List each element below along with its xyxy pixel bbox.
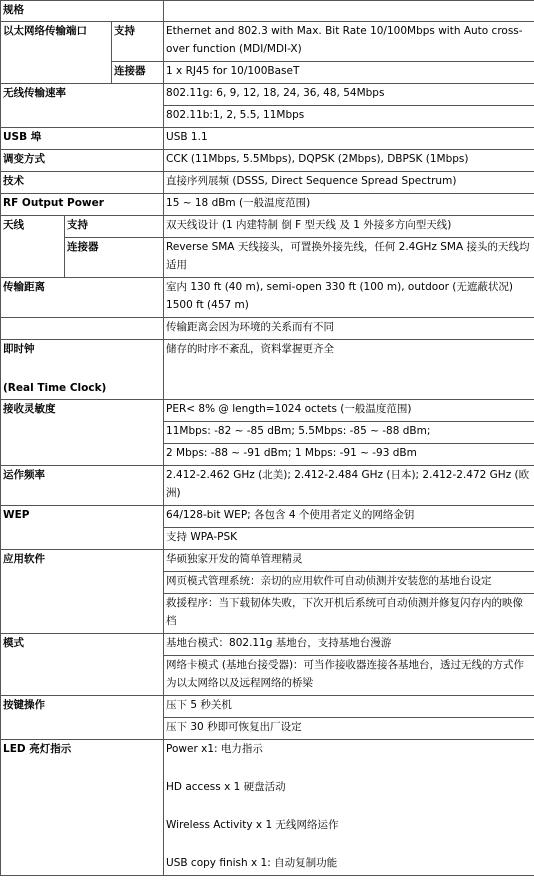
rtc-sublabel: (Real Time Clock): [3, 382, 107, 394]
buttons-row-1: [1, 696, 534, 718]
sensitivity-value-1: PER< 8% @ length=1024 octets (一般温度范围): [164, 400, 534, 422]
ethernet-support-row: [1, 22, 534, 62]
led-value-1: Power x1: 电力指示: [166, 743, 263, 755]
antenna-connector-row: [1, 238, 534, 278]
led-value-2: HD access x 1 硬盘活动: [166, 781, 286, 793]
modulation-label: 调变方式: [1, 150, 164, 172]
buttons-value-1: 压下 5 秒关机: [164, 696, 534, 718]
rtc-row: [1, 340, 534, 400]
modulation-value: CCK (11Mbps, 5.5Mbps), DQPSK (2Mbps), DBPSK (1Mbps): [164, 150, 534, 172]
usb-label: USB 埠: [1, 128, 164, 150]
range-note: 传输距离会因为环境的关系而有不同: [164, 318, 534, 340]
usb-row: [1, 128, 534, 150]
wep-row-1: [1, 506, 534, 528]
led-label: LED 亮灯指示: [1, 740, 164, 876]
antenna-label: 天线: [1, 216, 65, 278]
buttons-label: 按键操作: [1, 696, 164, 740]
ethernet-support-label: 支持: [112, 22, 164, 62]
header-row: [1, 1, 534, 22]
ethernet-connector-label: 连接器: [112, 62, 164, 84]
frequency-row: [1, 466, 534, 506]
rf-power-row: [1, 194, 534, 216]
led-value-3: Wireless Activity x 1 无线网络运作: [166, 819, 339, 831]
led-value-4: USB copy finish x 1: 自动复制功能: [166, 857, 338, 869]
wireless-rate-value-2: 802.11b:1, 2, 5.5, 11Mbps: [164, 106, 534, 128]
software-value-1: 华硕独家开发的简单管理精灵: [164, 550, 534, 572]
range-note-empty: [1, 318, 164, 340]
rtc-label-cell: [1, 340, 164, 400]
rf-power-value: 15 ~ 18 dBm (一般温度范围): [164, 194, 534, 216]
rtc-label: 即时钟: [3, 343, 35, 355]
range-row: [1, 278, 534, 318]
sensitivity-row-1: [1, 400, 534, 422]
wep-label: WEP: [1, 506, 164, 550]
sensitivity-value-2: 11Mbps: -82 ~ -85 dBm; 5.5Mbps: -85 ~ -88 dBm;: [164, 422, 534, 444]
range-label: 传输距离: [1, 278, 164, 318]
range-note-row: [1, 318, 534, 340]
software-label: 应用软件: [1, 550, 164, 634]
frequency-value: 2.412-2.462 GHz (北美); 2.412-2.484 GHz (日本); 2.412-2.472 GHz (欧洲): [164, 466, 534, 506]
software-value-3: 救援程序：当下载韧体失败，下次开机后系统可自动侦测并修复闪存内的映像档: [164, 594, 534, 634]
technology-row: [1, 172, 534, 194]
wep-value-2: 支持 WPA-PSK: [164, 528, 534, 550]
software-value-2: 网页模式管理系统：亲切的应用软件可自动侦测并安装您的基地台设定: [164, 572, 534, 594]
led-row: [1, 740, 534, 876]
wep-value-1: 64/128-bit WEP; 各包含 4 个使用者定义的网络金钥: [164, 506, 534, 528]
header-title: 规格: [1, 1, 164, 22]
sensitivity-label: 接收灵敏度: [1, 400, 164, 466]
rf-power-label: RF Output Power: [1, 194, 164, 216]
wireless-rate-value-1: 802.11g: 6, 9, 12, 18, 24, 36, 48, 54Mbps: [164, 84, 534, 106]
wireless-rate-row-1: [1, 84, 534, 106]
mode-value-2: 网络卡模式 (基地台接受器)：可当作接收器连接各基地台，透过无线的方式作为以太网络以及远程网络的桥梁: [164, 656, 534, 696]
range-value: 室内 130 ft (40 m), semi-open 330 ft (100 m), outdoor (无遮蔽状况) 1500 ft (457 m): [164, 278, 534, 318]
header-value: [164, 1, 534, 22]
led-value-cell: [164, 740, 534, 876]
frequency-label: 运作频率: [1, 466, 164, 506]
ethernet-connector-value: 1 x RJ45 for 10/100BaseT: [164, 62, 534, 84]
antenna-connector-value: Reverse SMA 天线接头，可置换外接先线，任何 2.4GHz SMA 接头的天线均适用: [164, 238, 534, 278]
modulation-row: [1, 150, 534, 172]
mode-value-1: 基地台模式：802.11g 基地台，支持基地台漫游: [164, 634, 534, 656]
sensitivity-value-3: 2 Mbps: -88 ~ -91 dBm; 1 Mbps: -91 ~ -93 dBm: [164, 444, 534, 466]
antenna-connector-label: 连接器: [65, 238, 164, 278]
ethernet-label: 以太网络传输端口: [1, 22, 112, 84]
wireless-rate-label: 无线传输速率: [1, 84, 164, 128]
usb-value: USB 1.1: [164, 128, 534, 150]
rtc-value: 储存的时序不紊乱，资料掌握更齐全: [164, 340, 534, 400]
antenna-support-label: 支持: [65, 216, 164, 238]
mode-label: 模式: [1, 634, 164, 696]
software-row-1: [1, 550, 534, 572]
technology-value: 直接序列展频 (DSSS, Direct Sequence Spread Spectrum): [164, 172, 534, 194]
ethernet-support-value: Ethernet and 802.3 with Max. Bit Rate 10/100Mbps with Auto cross-over function (MDI/MDI-X): [164, 22, 534, 62]
buttons-value-2: 压下 30 秒即可恢复出厂设定: [164, 718, 534, 740]
antenna-support-value: 双天线设计 (1 内建特制 倒 F 型天线 及 1 外接多方向型天线): [164, 216, 534, 238]
antenna-support-row: [1, 216, 534, 238]
mode-row-1: [1, 634, 534, 656]
technology-label: 技术: [1, 172, 164, 194]
